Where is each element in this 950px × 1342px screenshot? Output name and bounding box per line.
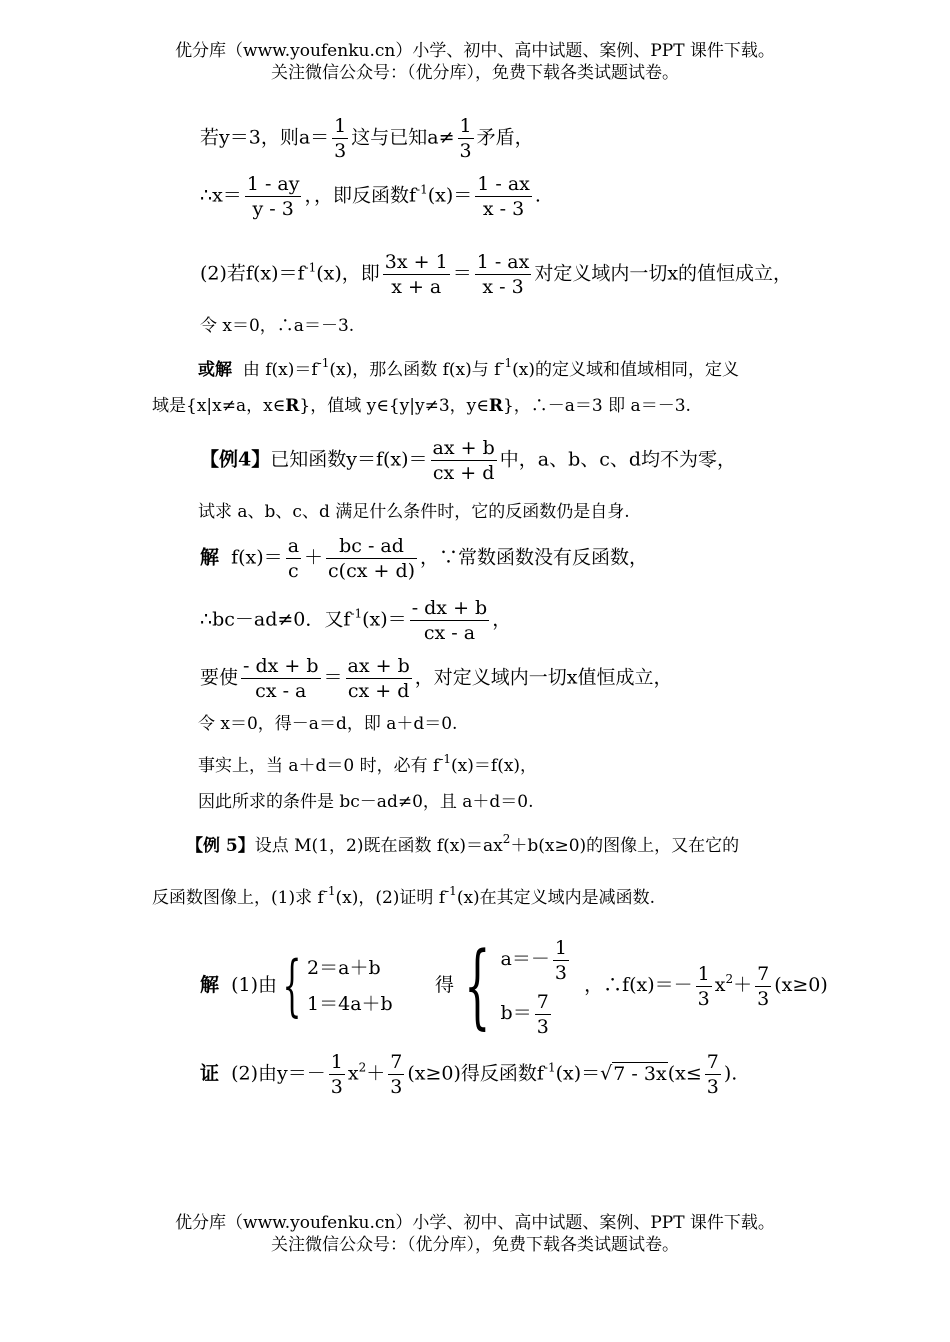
text: 设点 M(1，2)既在函数 f(x)＝ax (254, 836, 503, 856)
text: 得 (434, 974, 454, 996)
superscript: -1 (323, 884, 336, 898)
text: 矛盾， (476, 126, 534, 149)
superscript: -1 (350, 606, 363, 621)
text: b＝ (500, 1002, 532, 1024)
numerator: 1 - ax (477, 173, 530, 195)
fraction (755, 962, 771, 1011)
text: 事实上，当 a＋d＝0 时，必有 f (198, 756, 440, 776)
text: (x)的定义域和值域相同，定义 (512, 360, 740, 380)
text: (x)，(2)证明 f (335, 888, 446, 908)
superscript: -1 (543, 1060, 556, 1075)
label-bold: 或解 (198, 360, 232, 380)
denominator: 3 (697, 987, 710, 1010)
text: ＋ (366, 1062, 386, 1085)
solution-label: 解 (200, 546, 220, 569)
numerator: 7 (757, 962, 770, 985)
text: (2)由y＝－ (231, 1062, 326, 1085)
superscript: -1 (445, 884, 457, 898)
text: ＝ (323, 666, 343, 689)
fraction (329, 1050, 345, 1099)
footer-line-2: 关注微信公众号：（优分库），免费下载各类试题试卷。 (271, 1235, 679, 1255)
fraction (553, 936, 569, 985)
numerator: 1 (330, 1051, 343, 1073)
fraction (286, 534, 301, 583)
text: ，∴f(x)＝－ (584, 974, 693, 996)
denominator: 3 (757, 987, 770, 1010)
solution-system (501, 932, 572, 1040)
numerator: a (287, 535, 300, 557)
text: 中，a、b、c、d均不为零， (499, 448, 737, 471)
example-label: 【例4】 (200, 448, 271, 471)
numerator: bc - ad (326, 534, 417, 559)
denominator: 3 (459, 140, 472, 162)
solution-b (501, 986, 572, 1040)
denominator: cx + d (347, 680, 410, 702)
text: ＋ (304, 546, 324, 569)
numerator: 7 (706, 1051, 719, 1073)
text: ，对定义域内一切x值恒成立， (414, 666, 673, 689)
text: x (347, 1062, 359, 1085)
fraction (332, 114, 348, 163)
line-7 (200, 436, 736, 485)
fraction (346, 654, 412, 703)
text: ， (492, 608, 512, 631)
text: a＝－ (500, 948, 550, 970)
header (0, 40, 950, 84)
text: x (714, 974, 726, 996)
superscript: -1 (439, 752, 452, 766)
line-6 (152, 398, 691, 415)
equation-1: 2＝a＋b (307, 957, 381, 979)
superscript: -1 (500, 356, 513, 370)
numerator: ax + b (347, 655, 410, 677)
real-set-symbol: R (285, 396, 300, 416)
fraction (245, 172, 302, 221)
denominator: cx - a (423, 622, 476, 644)
line-3 (200, 250, 792, 299)
fraction (475, 250, 532, 299)
text: 已知函数y＝f(x)＝ (270, 448, 428, 471)
fraction (410, 596, 490, 645)
denominator: cx - a (255, 680, 307, 702)
text: ∴bc－ad≠0．又f (200, 608, 351, 631)
line-11 (200, 654, 672, 703)
numerator: - dx + b (411, 597, 488, 619)
text: (x)，即 (316, 262, 380, 285)
denominator: 3 (554, 961, 567, 984)
text: 由 f(x)＝f (242, 360, 318, 380)
line-2 (200, 172, 541, 221)
superscript: 2 (725, 972, 734, 986)
header-line-1: 优分库（www.youfenku.cn）小学、初中、高中试题、案例、PPT 课件下载。 (175, 41, 775, 61)
text: (x)＝ (362, 608, 407, 631)
proof-label: 证 (200, 1062, 220, 1085)
text: (2)若f(x)＝f (200, 262, 305, 285)
fraction (475, 172, 532, 221)
text: 反函数图像上，(1)求 f (152, 888, 324, 908)
numerator: 1 (334, 115, 347, 137)
text: }，∴－a＝3 即 a＝－3. (502, 396, 691, 416)
numerator: 1 (554, 936, 567, 959)
text: ，，即反函数f (304, 184, 417, 207)
footer-line-1: 优分库（www.youfenku.cn）小学、初中、高中试题、案例、PPT 课件下载。 (175, 1213, 775, 1233)
superscript: -1 (317, 356, 330, 370)
text: ＋ (733, 974, 753, 996)
numerator: - dx + b (243, 655, 319, 677)
solution-a (501, 932, 572, 986)
solution-label: 解 (200, 974, 220, 996)
line-1 (200, 114, 534, 163)
text: (x≥0) (774, 974, 828, 996)
line-17 (200, 932, 828, 1040)
text: (x)＝ (427, 184, 473, 207)
text: ＝ (452, 262, 472, 285)
text: 域是{x|x≠a，x∈ (152, 396, 286, 416)
fraction (696, 962, 712, 1011)
numerator: 7 (536, 990, 549, 1013)
text: (x≤ (667, 1062, 702, 1085)
line-18 (200, 1050, 737, 1099)
left-brace: { (282, 947, 302, 1024)
equation-system (307, 950, 393, 1022)
text: 要使 (200, 666, 239, 689)
numerator: 1 (459, 115, 472, 137)
text: (x≥0)得反函数f (407, 1062, 544, 1085)
numerator: 1 - ay (246, 173, 300, 195)
text: ∴x＝ (200, 184, 242, 207)
fraction (458, 114, 474, 163)
fraction (326, 534, 417, 583)
radicand: 7 - 3x (613, 1062, 667, 1085)
text: 这与已知a≠ (351, 126, 455, 149)
fraction (241, 654, 321, 703)
text: ，∵常数函数没有反函数， (420, 546, 649, 569)
text: 若y＝3，则a＝ (200, 126, 330, 149)
denominator: y - 3 (252, 198, 294, 220)
text: f(x)＝ (231, 546, 283, 569)
text: (x)＝√ (555, 1062, 613, 1085)
denominator: c (288, 560, 299, 582)
numerator: 3x + 1 (384, 251, 448, 273)
fraction (535, 990, 551, 1039)
numerator: ax + b (432, 437, 495, 459)
superscript: 2 (502, 832, 511, 846)
numerator: 1 (697, 962, 710, 985)
numerator: 7 (390, 1051, 403, 1073)
real-set-symbol: R (488, 396, 503, 416)
line-10 (200, 596, 511, 645)
superscript: -1 (304, 260, 317, 275)
equation-2: 1＝4a＋b (307, 993, 393, 1015)
superscript: 2 (358, 1060, 367, 1075)
fraction (705, 1050, 721, 1099)
denominator: 3 (330, 1076, 343, 1098)
header-line-2: 关注微信公众号：（优分库），免费下载各类试题试卷。 (271, 63, 679, 83)
denominator: x - 3 (482, 198, 525, 220)
line-4: 令 x＝0，∴a＝－3. (200, 316, 355, 336)
denominator: c(cx + d) (328, 560, 416, 582)
text: (1)由 (231, 974, 278, 996)
line-13 (198, 752, 538, 776)
denominator: 3 (536, 1015, 549, 1038)
denominator: 3 (390, 1076, 403, 1098)
line-16 (152, 884, 656, 908)
denominator: x + a (391, 276, 442, 298)
denominator: 3 (334, 140, 347, 162)
text: ＋b(x≥0)的图像上，又在它的 (510, 836, 740, 856)
text: 对定义域内一切x的值恒成立， (534, 262, 793, 285)
line-12: 令 x＝0，得－a＝d，即 a＋d＝0. (198, 714, 458, 734)
denominator: cx + d (432, 462, 495, 484)
text: . (534, 184, 541, 207)
text: (x)，那么函数 f(x)与 f (329, 360, 501, 380)
line-14: 因此所求的条件是 bc－ad≠0，且 a＋d＝0. (198, 792, 534, 812)
numerator: 1 - ax (476, 251, 530, 273)
text: (x)在其定义域内是减函数. (456, 888, 656, 908)
denominator: 3 (706, 1076, 719, 1098)
text: (x)＝f(x)， (451, 756, 538, 776)
footer (0, 1212, 950, 1256)
fraction (383, 250, 450, 299)
line-5 (198, 356, 740, 380)
fraction (431, 436, 497, 485)
example-label: 【例 5】 (186, 836, 255, 856)
left-brace: { (464, 932, 491, 1039)
superscript: -1 (416, 182, 428, 197)
line-8: 试求 a、b、c、d 满足什么条件时，它的反函数仍是自身. (198, 502, 630, 522)
text: }，值域 y∈{y|y≠3，y∈ (299, 396, 489, 416)
line-15 (186, 832, 740, 856)
text: ). (723, 1062, 738, 1085)
line-9 (200, 534, 648, 583)
fraction (388, 1050, 404, 1099)
denominator: x - 3 (482, 276, 524, 298)
